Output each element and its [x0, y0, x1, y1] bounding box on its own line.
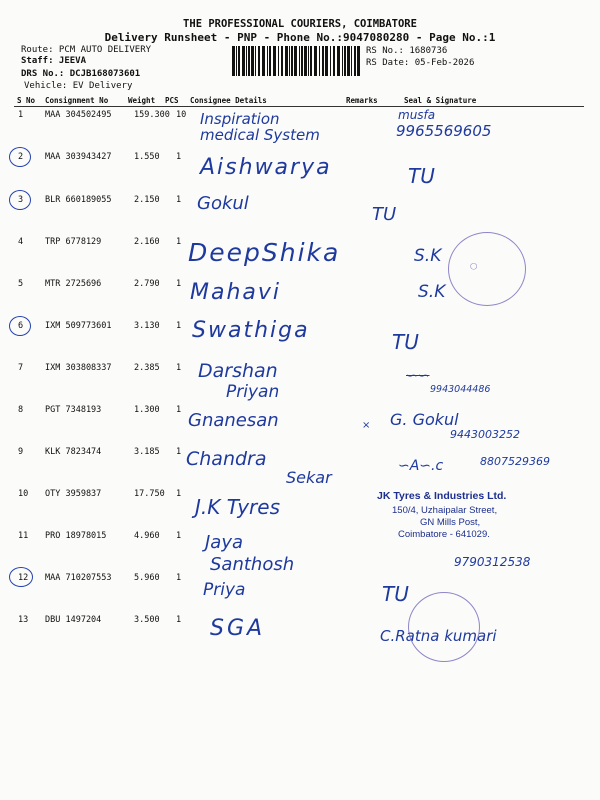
- row-weight: 1.300: [134, 405, 160, 415]
- row-sno: 6: [18, 321, 24, 331]
- row-weight: 3.500: [134, 615, 160, 625]
- hw-name: Darshan: [198, 360, 278, 382]
- hw-signature: ∽A∽.c: [398, 458, 444, 474]
- row-consignment-no: BLR 660189055: [45, 195, 112, 205]
- row-sno: 13: [18, 615, 29, 625]
- hw-name: Chandra: [186, 448, 267, 470]
- row-pcs: 1: [176, 195, 182, 205]
- col-consignee: Consignee Details: [190, 96, 267, 105]
- vehicle-label: Vehicle: EV Delivery: [24, 81, 133, 91]
- hw-phone: 9965569605: [396, 122, 492, 140]
- row-pcs: 1: [176, 363, 182, 373]
- hw-signature: C.Ratna kumari: [380, 627, 497, 645]
- drs-number: DRS No.: DCJB168073601: [21, 69, 141, 79]
- row-pcs: 1: [176, 615, 182, 625]
- hw-name: Gnanesan: [188, 410, 279, 431]
- table-row: [0, 195, 600, 235]
- row-consignment-no: IXM 509773601: [45, 321, 112, 331]
- hw-name: Santhosh: [210, 554, 295, 575]
- row-sno: 12: [18, 573, 29, 583]
- row-consignment-no: DBU 1497204: [45, 615, 102, 625]
- row-weight: 3.185: [134, 447, 160, 457]
- stamp-seal-center: ◯: [470, 262, 478, 270]
- row-pcs: 1: [176, 152, 182, 162]
- table-row: [0, 573, 600, 613]
- row-pcs: 10: [176, 110, 187, 120]
- row-sno: 5: [18, 279, 24, 289]
- hw-phone: 8807529369: [480, 455, 550, 468]
- row-consignment-no: MAA 304502495: [45, 110, 112, 120]
- row-sno: 1: [18, 110, 24, 120]
- row-weight: 2.790: [134, 279, 160, 289]
- hw-name: Sekar: [286, 468, 332, 487]
- hw-name: Swathiga: [192, 318, 310, 343]
- row-sno: 2: [18, 152, 24, 162]
- hw-name: medical System: [200, 126, 320, 144]
- hw-signature: S.K: [418, 282, 446, 302]
- hw-name: DeepShika: [188, 238, 341, 267]
- stamp-seal-round: [448, 232, 526, 306]
- row-pcs: 1: [176, 405, 182, 415]
- col-pcs: PCS: [165, 96, 179, 105]
- hw-signature: TU: [392, 330, 419, 354]
- hw-scribble: ∽∽: [406, 368, 430, 384]
- hw-name: Inspiration: [200, 110, 280, 128]
- hw-name: J.K Tyres: [195, 495, 280, 519]
- rs-number: RS No.: 1680736: [366, 46, 448, 56]
- row-sno: 7: [18, 363, 24, 373]
- row-pcs: 1: [176, 279, 182, 289]
- col-consignment: Consignment No: [45, 96, 109, 105]
- row-consignment-no: PGT 7348193: [45, 405, 102, 415]
- stamp-address-line2: GN Mills Post,: [420, 517, 481, 528]
- hw-mark: ×: [362, 420, 371, 431]
- route-label: Route: PCM AUTO DELIVERY: [21, 45, 152, 55]
- hw-phone: 9443003252: [450, 428, 520, 441]
- row-consignment-no: MAA 710207553: [45, 573, 112, 583]
- hw-signature: S.K: [414, 246, 442, 266]
- row-sno: 3: [18, 195, 24, 205]
- hw-signature: G. Gokul: [390, 410, 459, 429]
- hw-signature: TU: [408, 164, 435, 188]
- row-weight: 2.150: [134, 195, 160, 205]
- table-row: [0, 363, 600, 403]
- stamp-address-line3: Coimbatore - 641029.: [398, 529, 490, 540]
- sno-circle: [9, 567, 33, 587]
- header-divider: [14, 106, 584, 107]
- row-consignment-no: PRO 18978015: [45, 531, 107, 541]
- row-consignment-no: OTY 3959837: [45, 489, 102, 499]
- row-consignment-no: MAA 303943427: [45, 152, 112, 162]
- hw-signature: musfa: [398, 108, 436, 122]
- row-sno: 9: [18, 447, 24, 457]
- row-consignment-no: IXM 303808337: [45, 363, 112, 373]
- stamp-company: JK Tyres & Industries Ltd.: [377, 490, 507, 502]
- hw-name: Gokul: [197, 193, 249, 214]
- hw-name: SGA: [210, 616, 266, 641]
- row-weight: 2.385: [134, 363, 160, 373]
- row-consignment-no: MTR 2725696: [45, 279, 102, 289]
- barcode: [232, 46, 362, 76]
- hw-phone: 9790312538: [454, 555, 531, 569]
- row-weight: 1.550: [134, 152, 160, 162]
- hw-signature: TU: [372, 204, 397, 225]
- row-weight: 159.300: [134, 110, 170, 120]
- row-sno: 8: [18, 405, 24, 415]
- row-sno: 4: [18, 237, 24, 247]
- stamp-address-line1: 150/4, Uzhaipalar Street,: [392, 505, 498, 516]
- col-remarks: Remarks: [346, 96, 378, 105]
- staff-label: Staff: JEEVA: [21, 56, 87, 66]
- hw-name: Mahavi: [190, 280, 282, 305]
- row-consignment-no: TRP 6778129: [45, 237, 102, 247]
- row-pcs: 1: [176, 237, 182, 247]
- row-consignment-no: KLK 7823474: [45, 447, 102, 457]
- hw-signature: TU: [382, 582, 409, 606]
- row-weight: 4.960: [134, 531, 160, 541]
- col-weight: Weight: [128, 96, 156, 105]
- hw-name: Aishwarya: [200, 155, 332, 180]
- stamp-seal-round: [408, 592, 480, 662]
- hw-name: Priya: [203, 580, 246, 600]
- sno-circle: [9, 147, 31, 167]
- col-seal: Seal & Signature: [404, 96, 477, 105]
- company-title: THE PROFESSIONAL COURIERS, COIMBATORE: [183, 18, 417, 30]
- row-weight: 2.160: [134, 237, 160, 247]
- row-pcs: 1: [176, 573, 182, 583]
- table-row: [0, 489, 600, 529]
- rs-date: RS Date: 05-Feb-2026: [366, 58, 475, 68]
- row-pcs: 1: [176, 489, 182, 499]
- table-row: [0, 615, 600, 655]
- row-weight: 5.960: [134, 573, 160, 583]
- row-pcs: 1: [176, 447, 182, 457]
- hw-name: Priyan: [226, 382, 280, 402]
- row-pcs: 1: [176, 321, 182, 331]
- row-weight: 17.750: [134, 489, 165, 499]
- sno-circle: [9, 190, 31, 210]
- row-sno: 11: [18, 531, 29, 541]
- hw-phone: 9943044486: [430, 384, 491, 395]
- sno-circle: [9, 316, 31, 336]
- row-weight: 3.130: [134, 321, 160, 331]
- row-sno: 10: [18, 489, 29, 499]
- col-sno: S No: [17, 96, 36, 105]
- hw-name: Jaya: [205, 532, 244, 553]
- row-pcs: 1: [176, 531, 182, 541]
- runsheet-subtitle: Delivery Runsheet - PNP - Phone No.:9047080280 - Page No.:1: [104, 31, 496, 44]
